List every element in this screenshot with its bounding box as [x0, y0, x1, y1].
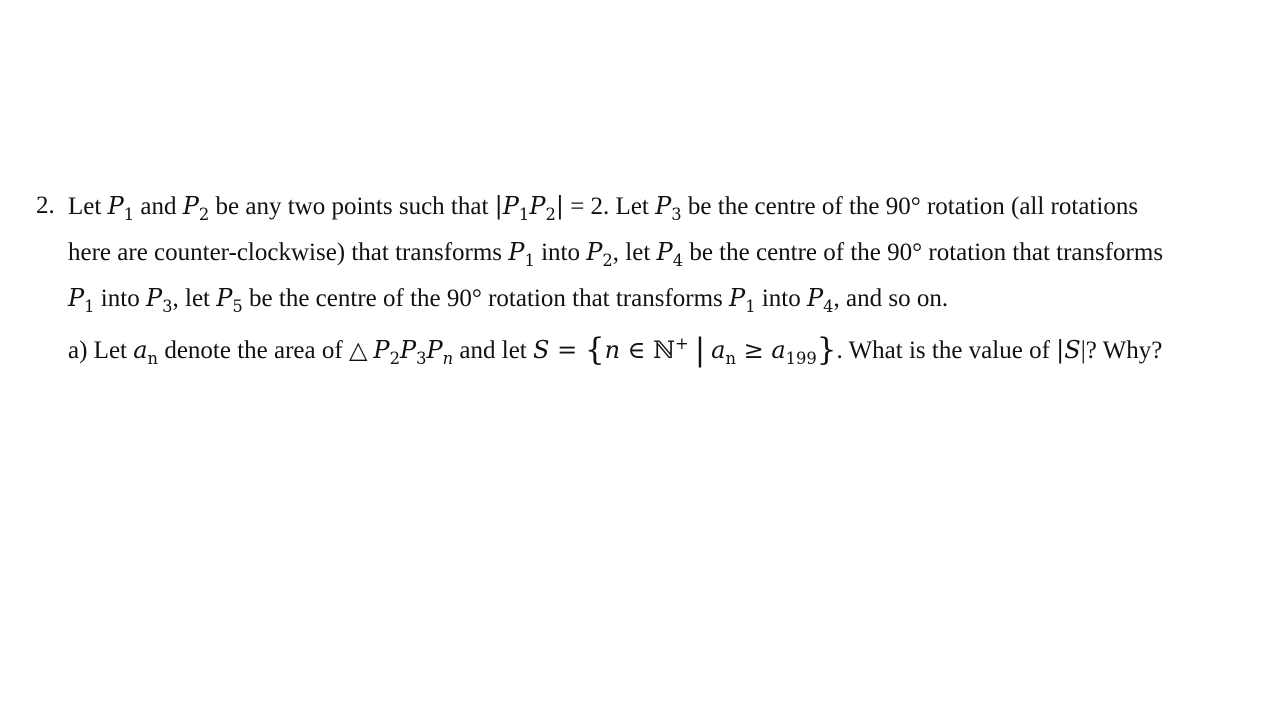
math-p: $P_1$ [502, 192, 530, 224]
abs-close: | [555, 192, 564, 220]
text: = 2. Let [563, 193, 656, 220]
text: denote the area of [158, 337, 349, 364]
math-p: $P_1$ [68, 284, 95, 316]
text: and let [453, 337, 534, 364]
math-p: $P_2$ [182, 192, 210, 224]
math-s: S [1064, 336, 1081, 364]
triangle-icon: △ [348, 336, 368, 364]
math-p: $P_2$ [373, 336, 400, 368]
text: into [534, 239, 587, 266]
text: , let [172, 285, 217, 312]
math-p: $P_3$ [655, 192, 682, 224]
math-p: $P_1$ [508, 238, 535, 270]
math-p: $P_3$ [145, 284, 173, 316]
part-a-line [36, 327, 1236, 373]
right-brace: } [816, 332, 837, 368]
text: and [134, 193, 183, 220]
question-number: 2. [36, 192, 55, 219]
text: into [755, 285, 807, 312]
text: into [94, 285, 146, 312]
text: be the centre of the 90° rotation that transforms [242, 285, 730, 312]
math-n: n [604, 336, 621, 364]
set-bar: | [694, 332, 706, 368]
text: be the centre of the 90° rotation that transforms [683, 239, 1164, 266]
abs-open: | [494, 192, 503, 220]
left-brace: { [584, 332, 605, 368]
text: be the centre of the 90° rotation (all rotations [681, 193, 1139, 220]
geq: ≥ [735, 336, 772, 364]
text: , let [612, 239, 657, 266]
math-p: $P_4$ [656, 238, 684, 270]
math-p: $P_1$ [107, 192, 135, 224]
problem-block [36, 183, 1236, 373]
part-a-label: a) Let [68, 337, 134, 364]
text: . What is the value of [836, 337, 1057, 364]
element-of: ∈ [620, 336, 654, 364]
text: , and so on. [833, 285, 949, 312]
problem-line-3 [36, 275, 1236, 321]
math-a-n: $a_n$ [711, 336, 736, 368]
math-p: $P_5$ [216, 284, 243, 316]
math-p: $P_n$ [426, 336, 454, 368]
equals: = [549, 336, 585, 364]
math-p: $P_3$ [399, 336, 427, 368]
abs-open: | [1056, 336, 1065, 364]
math-p: $P_2$ [586, 238, 613, 270]
problem-line-1 [36, 183, 1236, 229]
math-s: S [533, 336, 550, 364]
math-p: $P_2$ [529, 192, 556, 224]
math-p: $P_4$ [806, 284, 834, 316]
math-a-199: $a_{199}$ [771, 336, 817, 368]
text: be any two points such that [209, 193, 495, 220]
naturals-symbol: ℕ+ [653, 334, 689, 364]
text: Let [68, 193, 108, 220]
text: |? Why? [1080, 337, 1163, 364]
problem-line-2 [36, 229, 1236, 275]
text: here are counter-clockwise) that transforms [68, 239, 509, 266]
math-a-n: $a_n$ [133, 336, 159, 368]
math-p: $P_1$ [729, 284, 756, 316]
